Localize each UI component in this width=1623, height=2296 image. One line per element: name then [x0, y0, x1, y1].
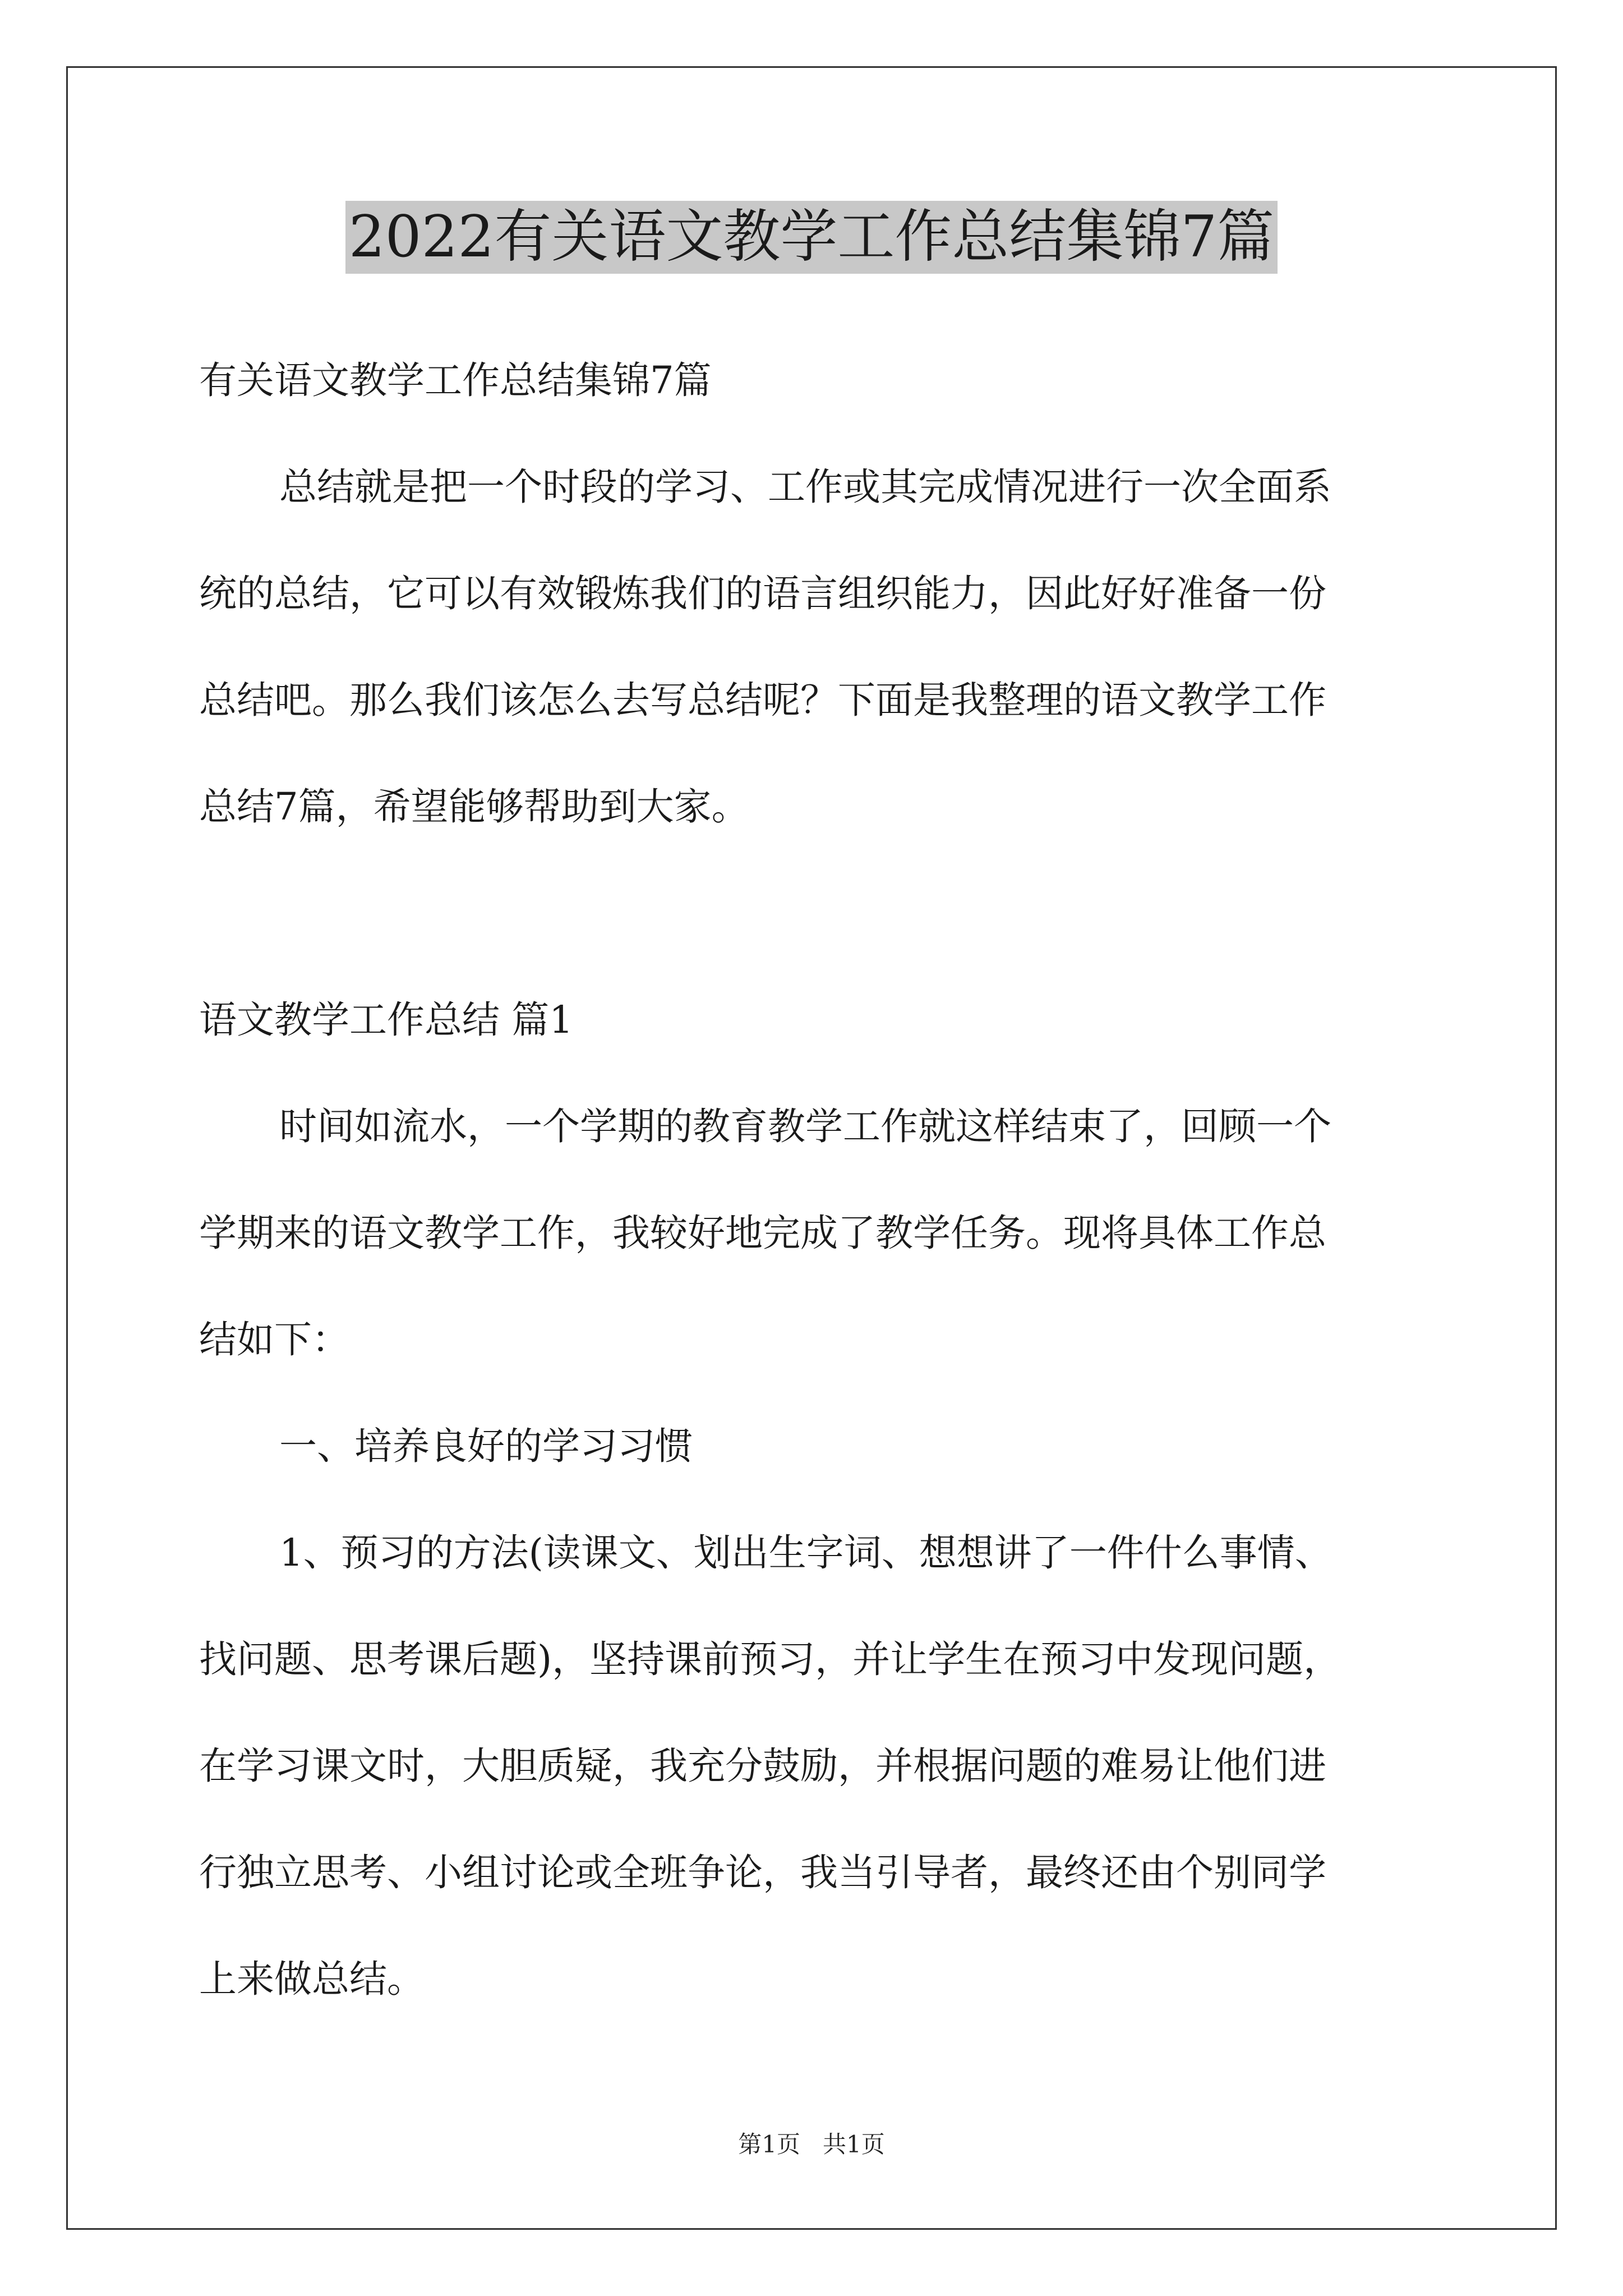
intro-line-4: 总结7篇，希望能够帮助到大家。: [199, 785, 749, 829]
section-line-1: 时间如流水，一个学期的教育教学工作就这样结束了，回顾一个: [279, 1105, 1331, 1148]
page-number-footer: 第1页 共1页: [738, 2131, 885, 2158]
document-subtitle: 有关语文教学工作总结集锦7篇: [199, 358, 712, 402]
intro-line-1: 总结就是把一个时段的学习、工作或其完成情况进行一次全面系: [279, 465, 1331, 509]
document-title: [0, 201, 1623, 274]
section-line-6: 找问题、思考课后题)，坚持课前预习，并让学生在预习中发现问题，: [199, 1637, 1341, 1681]
section-heading: 语文教学工作总结 篇1: [199, 998, 573, 1042]
section-line-7: 在学习课文时，大胆质疑，我充分鼓励，并根据问题的难易让他们进: [199, 1744, 1326, 1788]
section-line-9: 上来做总结。: [199, 1957, 425, 2001]
section-subheading: 一、培养良好的学习习惯: [279, 1424, 693, 1468]
intro-line-2: 统的总结，它可以有效锻炼我们的语言组织能力，因此好好准备一份: [199, 572, 1326, 615]
section-line-8: 行独立思考、小组讨论或全班争论，我当引导者，最终还由个别同学: [199, 1851, 1326, 1894]
section-line-3: 结如下：: [199, 1318, 349, 1361]
section-line-2: 学期来的语文教学工作，我较好地完成了教学任务。现将具体工作总: [199, 1211, 1326, 1255]
section-line-5: 1、预习的方法(读课文、划出生字词、想想讲了一件什么事情、: [279, 1531, 1332, 1575]
document-title-text: 2022有关语文教学工作总结集锦7篇: [345, 201, 1278, 274]
intro-line-3: 总结吧。那么我们该怎么去写总结呢？下面是我整理的语文教学工作: [199, 678, 1326, 722]
